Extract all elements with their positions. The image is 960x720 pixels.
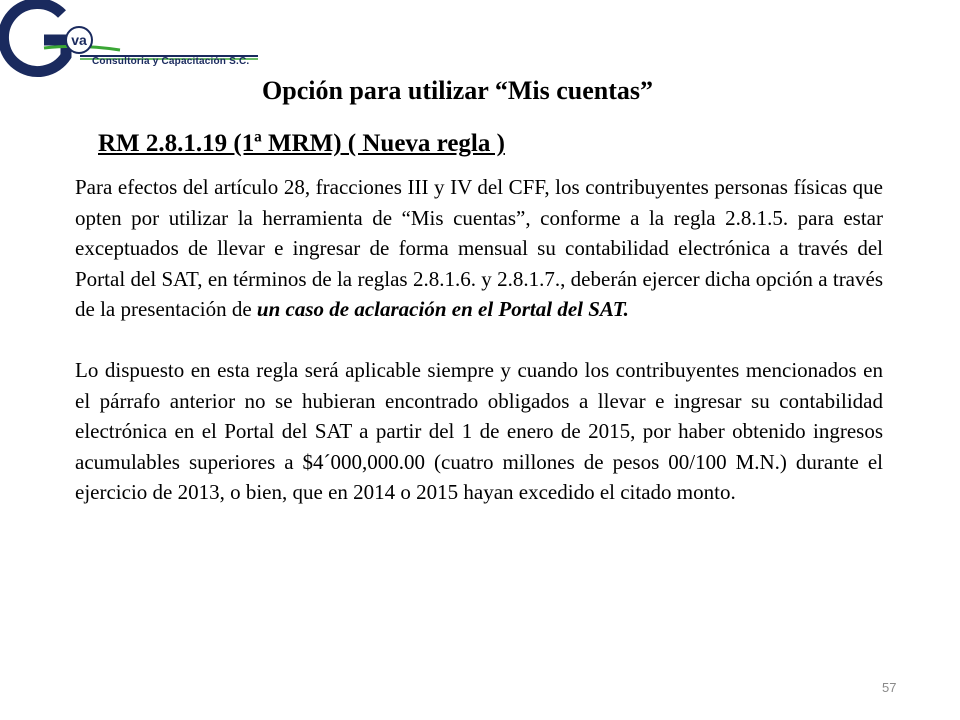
company-name: Consultoría y Capacitación S.C. [92, 56, 250, 67]
slide-subtitle: RM 2.8.1.19 (1ª MRM) ( Nueva regla ) [98, 130, 505, 157]
paragraph-2: Lo dispuesto en esta regla será aplicable siempre y cuando los contribuyentes mencionados en el párrafo anterior no se hubieran encontrado obligados a llevar e ingresar su contabilidad electrónica en el Portal del SAT a partir del 1 de enero de 2015, por haber obtenido ingresos acumulables superiores a $4´000,000.00 (cuatro millones de pesos 00/100 M.N.) durante el ejercicio de 2013, o bien, que en 2014 o 2015 hayan excedido el citado monto. [75, 357, 883, 505]
slide-title [0, 76, 960, 106]
slide-body [75, 172, 883, 508]
paragraph-1 [75, 172, 883, 325]
logo-mark-text: va [71, 32, 87, 48]
page-number: 57 [882, 680, 897, 695]
paragraph-1-emphasis: un caso de aclaración en el Portal del SAT. [256, 297, 629, 322]
paragraph-1-main: Para efectos del artículo 28, fracciones III y IV del CFF, los contribuyentes personas físicas que opten por utilizar la herramienta de “Mis cuentas”, conforme a la regla 2.8.1.5. para estar exceptuados de llevar e ingresar de forma mensual su contabilidad electrónica a través del Portal del SAT, en términos de la reglas 2.8.1.6. y 2.8.1.7., deberán ejercer dicha opción a través de la presentación de [75, 175, 883, 322]
company-logo [0, 0, 270, 80]
slide-title-text: Opción para utilizar “Mis cuentas” [262, 76, 653, 105]
logo-mark-icon [0, 0, 270, 80]
